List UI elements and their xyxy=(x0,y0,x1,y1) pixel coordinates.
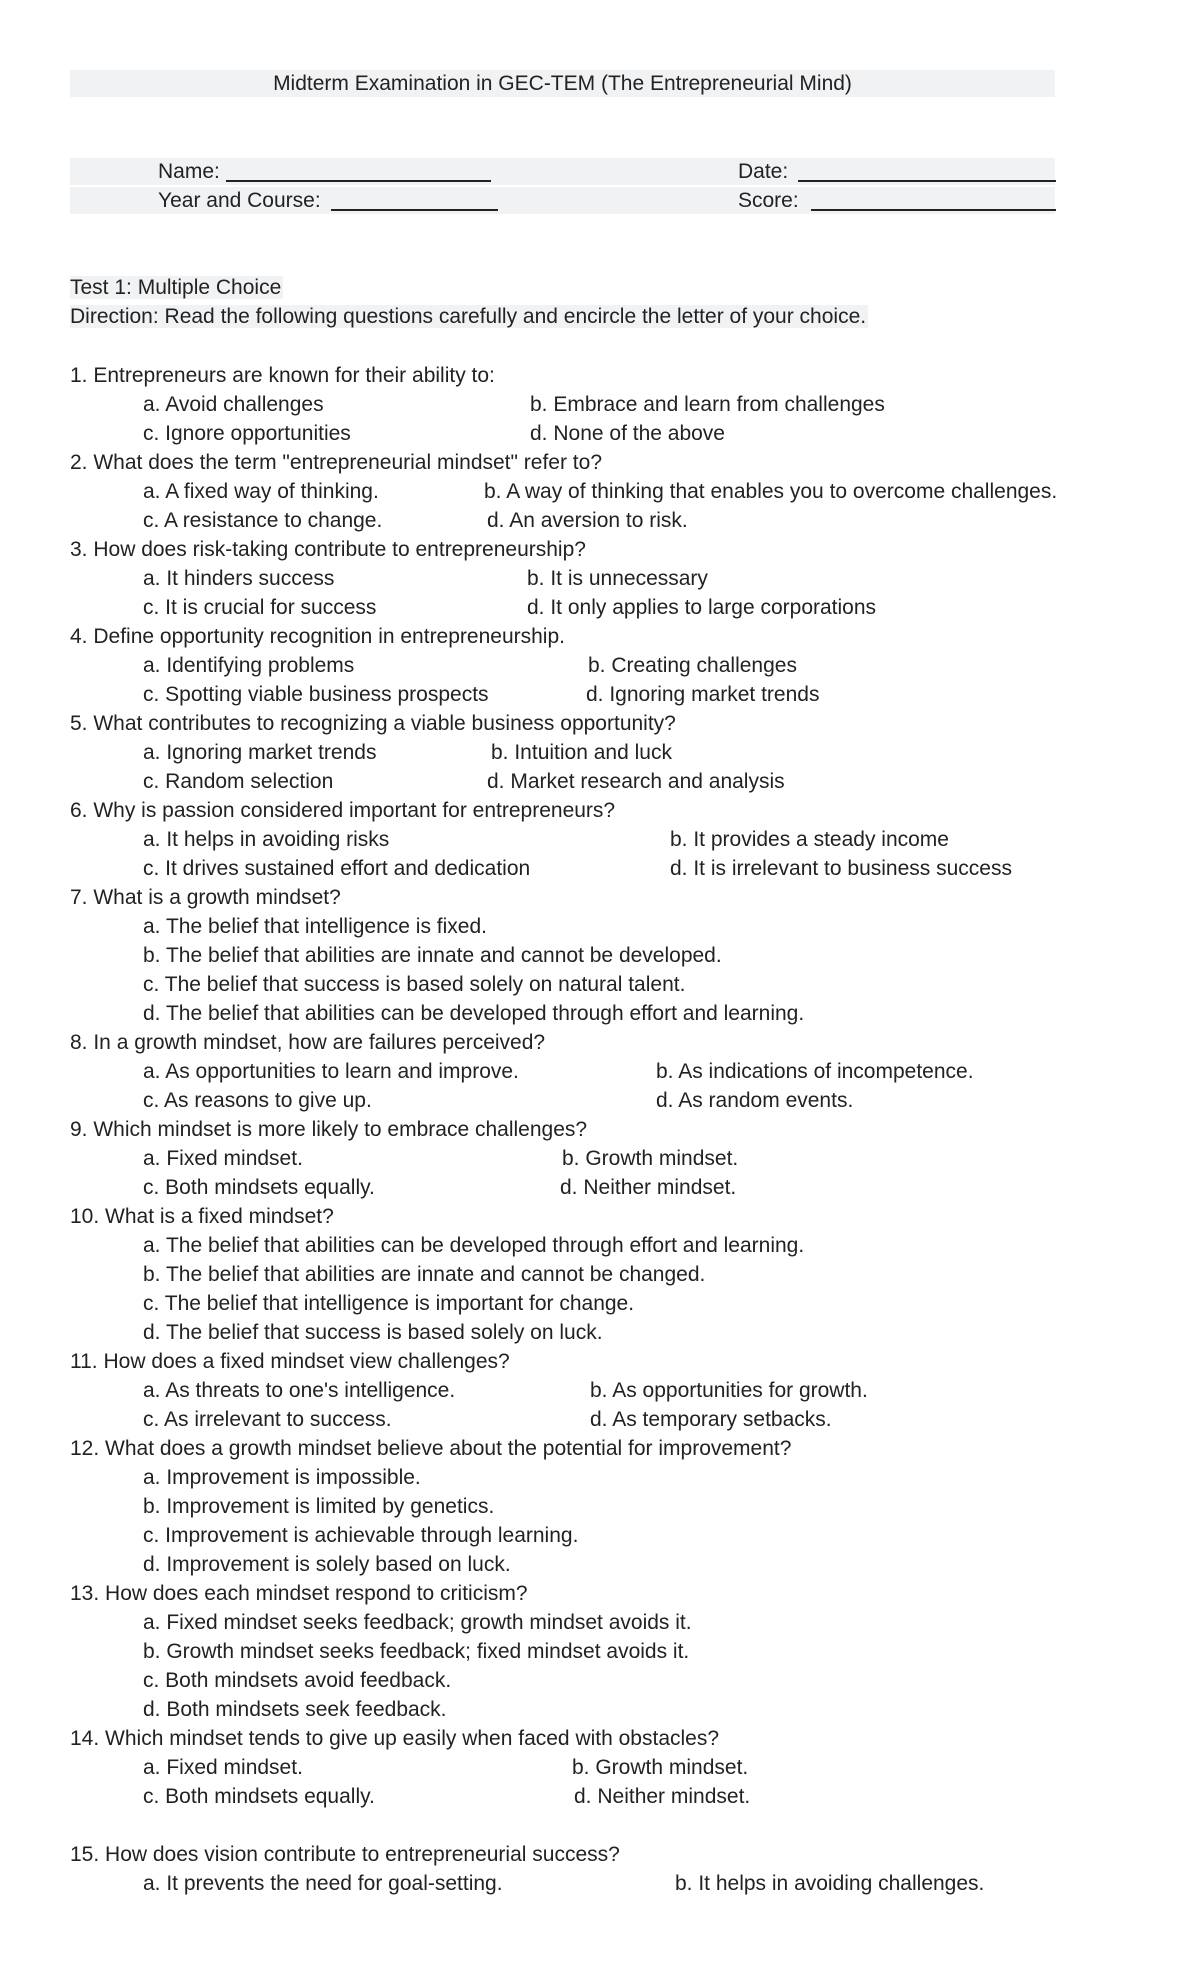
question-stem: 15. How does vision contribute to entrepreneurial success? xyxy=(70,1843,620,1866)
choice-c[interactable]: c. Random selection xyxy=(143,770,334,793)
choice-c[interactable]: c. It drives sustained effort and dedication xyxy=(143,857,531,880)
choice-c[interactable]: c. A resistance to change. xyxy=(143,509,383,532)
question-stem: 13. How does each mindset respond to criticism? xyxy=(70,1582,528,1605)
choice-a[interactable]: a. As threats to one's intelligence. xyxy=(143,1379,456,1402)
question-stem: 7. What is a growth mindset? xyxy=(70,886,341,909)
question-stem: 12. What does a growth mindset believe about the potential for improvement? xyxy=(70,1437,792,1460)
choice-a[interactable]: a. As opportunities to learn and improve. xyxy=(143,1060,519,1083)
choice-d[interactable]: d. As random events. xyxy=(656,1089,854,1112)
choice-a[interactable]: a. Improvement is impossible. xyxy=(143,1466,421,1489)
choice-b[interactable]: b. As indications of incompetence. xyxy=(656,1060,974,1083)
choice-d[interactable]: d. Neither mindset. xyxy=(574,1785,751,1808)
choice-b[interactable]: b. Growth mindset. xyxy=(572,1756,749,1779)
test-direction: Direction: Read the following questions carefully and encircle the letter of your choice. xyxy=(70,305,867,328)
exam-title: Midterm Examination in GEC-TEM (The Entrepreneurial Mind) xyxy=(273,72,852,95)
choice-c[interactable]: c. As irrelevant to success. xyxy=(143,1408,392,1431)
choice-d[interactable]: d. Ignoring market trends xyxy=(586,683,820,706)
score-field-line[interactable] xyxy=(811,209,1056,211)
choice-b[interactable]: b. Improvement is limited by genetics. xyxy=(143,1495,495,1518)
choice-d[interactable]: d. Market research and analysis xyxy=(487,770,785,793)
choice-c[interactable]: c. Both mindsets equally. xyxy=(143,1785,375,1808)
choice-b[interactable]: b. The belief that abilities are innate and cannot be changed. xyxy=(143,1263,706,1286)
choice-d[interactable]: d. As temporary setbacks. xyxy=(590,1408,832,1431)
choice-d[interactable]: d. Both mindsets seek feedback. xyxy=(143,1698,447,1721)
choice-c[interactable]: c. The belief that intelligence is important for change. xyxy=(143,1292,635,1315)
question-stem: 2. What does the term "entrepreneurial mindset" refer to? xyxy=(70,451,603,474)
question-stem: 3. How does risk-taking contribute to entrepreneurship? xyxy=(70,538,586,561)
choice-d[interactable]: d. It only applies to large corporations xyxy=(527,596,877,619)
question-stem: 1. Entrepreneurs are known for their ability to: xyxy=(70,364,495,387)
choice-b[interactable]: b. A way of thinking that enables you to overcome challenges. xyxy=(484,480,1058,503)
name-label: Name: xyxy=(158,160,220,183)
choice-b[interactable]: b. It is unnecessary xyxy=(527,567,708,590)
choice-b[interactable]: b. Growth mindset seeks feedback; fixed mindset avoids it. xyxy=(143,1640,690,1663)
choice-a[interactable]: a. It prevents the need for goal-setting. xyxy=(143,1872,503,1895)
choice-d[interactable]: d. The belief that abilities can be developed through effort and learning. xyxy=(143,1002,805,1025)
test-heading: Test 1: Multiple Choice xyxy=(70,276,282,299)
choice-b[interactable]: b. As opportunities for growth. xyxy=(590,1379,868,1402)
year-course-label: Year and Course: xyxy=(158,189,321,212)
choice-c[interactable]: c. The belief that success is based solely on natural talent. xyxy=(143,973,686,996)
choice-a[interactable]: a. It hinders success xyxy=(143,567,335,590)
choice-c[interactable]: c. As reasons to give up. xyxy=(143,1089,372,1112)
test-heading-row xyxy=(70,273,283,302)
choice-a[interactable]: a. Fixed mindset. xyxy=(143,1756,303,1779)
choice-d[interactable]: d. The belief that success is based solely on luck. xyxy=(143,1321,603,1344)
question-stem: 10. What is a fixed mindset? xyxy=(70,1205,334,1228)
question-stem: 14. Which mindset tends to give up easily when faced with obstacles? xyxy=(70,1727,720,1750)
date-label: Date: xyxy=(738,160,789,183)
choice-c[interactable]: c. Improvement is achievable through learning. xyxy=(143,1524,579,1547)
direction-row xyxy=(70,302,868,331)
choice-d[interactable]: d. None of the above xyxy=(530,422,725,445)
question-stem: 4. Define opportunity recognition in entrepreneurship. xyxy=(70,625,565,648)
question-stem: 9. Which mindset is more likely to embrace challenges? xyxy=(70,1118,588,1141)
choice-b[interactable]: b. Creating challenges xyxy=(588,654,797,677)
choice-b[interactable]: b. It provides a steady income xyxy=(670,828,949,851)
choice-a[interactable]: a. Ignoring market trends xyxy=(143,741,377,764)
score-label: Score: xyxy=(738,189,799,212)
choice-a[interactable]: a. The belief that intelligence is fixed. xyxy=(143,915,487,938)
choice-a[interactable]: a. A fixed way of thinking. xyxy=(143,480,379,503)
choice-c[interactable]: c. Both mindsets avoid feedback. xyxy=(143,1669,452,1692)
choice-a[interactable]: a. Avoid challenges xyxy=(143,393,324,416)
date-field-line[interactable] xyxy=(798,180,1056,182)
choice-d[interactable]: d. Neither mindset. xyxy=(560,1176,737,1199)
choice-d[interactable]: d. Improvement is solely based on luck. xyxy=(143,1553,511,1576)
choice-a[interactable]: a. Fixed mindset seeks feedback; growth mindset avoids it. xyxy=(143,1611,692,1634)
question-stem: 6. Why is passion considered important for entrepreneurs? xyxy=(70,799,616,822)
choice-d[interactable]: d. It is irrelevant to business success xyxy=(670,857,1012,880)
choice-b[interactable]: b. Embrace and learn from challenges xyxy=(530,393,885,416)
choice-c[interactable]: c. It is crucial for success xyxy=(143,596,377,619)
choice-c[interactable]: c. Spotting viable business prospects xyxy=(143,683,489,706)
year-course-field-line[interactable] xyxy=(331,209,498,211)
choice-a[interactable]: a. Fixed mindset. xyxy=(143,1147,303,1170)
choice-b[interactable]: b. Intuition and luck xyxy=(491,741,672,764)
choice-d[interactable]: d. An aversion to risk. xyxy=(487,509,688,532)
choice-a[interactable]: a. Identifying problems xyxy=(143,654,355,677)
question-stem: 8. In a growth mindset, how are failures perceived? xyxy=(70,1031,546,1054)
choice-a[interactable]: a. The belief that abilities can be developed through effort and learning. xyxy=(143,1234,805,1257)
choice-c[interactable]: c. Ignore opportunities xyxy=(143,422,351,445)
question-stem: 5. What contributes to recognizing a viable business opportunity? xyxy=(70,712,676,735)
choice-b[interactable]: b. The belief that abilities are innate and cannot be developed. xyxy=(143,944,722,967)
choice-c[interactable]: c. Both mindsets equally. xyxy=(143,1176,375,1199)
question-stem: 11. How does a fixed mindset view challenges? xyxy=(70,1350,510,1373)
choice-b[interactable]: b. Growth mindset. xyxy=(562,1147,739,1170)
name-field-line[interactable] xyxy=(226,180,491,182)
choice-a[interactable]: a. It helps in avoiding risks xyxy=(143,828,390,851)
choice-b[interactable]: b. It helps in avoiding challenges. xyxy=(675,1872,985,1895)
